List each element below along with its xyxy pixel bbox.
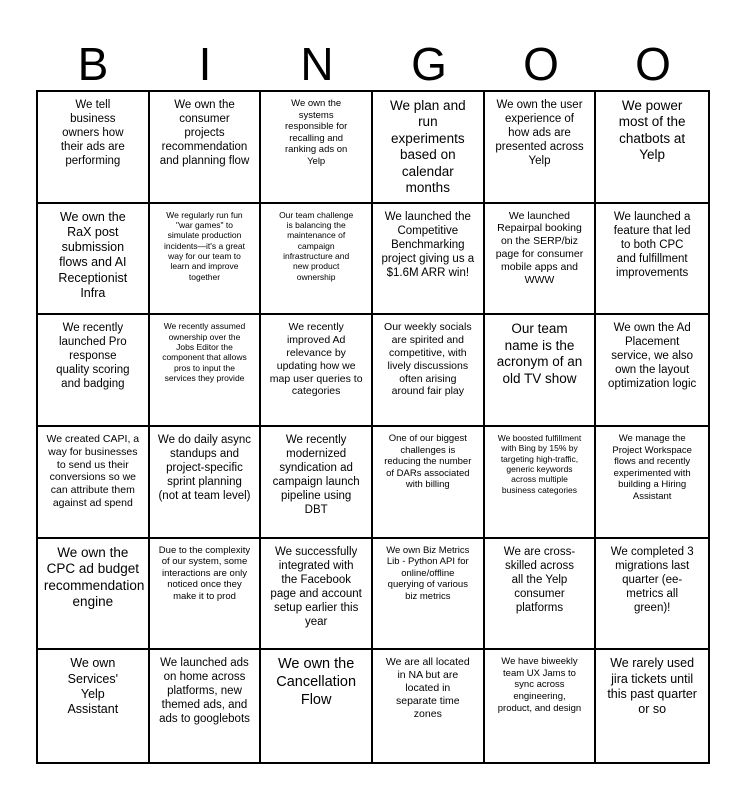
bingo-cell[interactable] xyxy=(596,539,708,651)
cell-text: We own the consumer projects recommendation and planning flow xyxy=(159,99,250,168)
bingo-cell[interactable] xyxy=(373,315,485,427)
bingo-header xyxy=(37,38,709,90)
cell-text: We power most of the chatbots at Yelp xyxy=(618,98,686,163)
header-letter: O xyxy=(523,38,559,90)
bingo-cell[interactable] xyxy=(485,315,597,427)
cell-text: We recently assumed ownership over the Jobs Editor the component that allows pros to input the services they provide xyxy=(162,321,247,384)
bingo-cell[interactable] xyxy=(38,92,150,204)
cell-text: We have biweekly team UX Jams to sync across engineering, product, and design xyxy=(497,656,582,714)
bingo-cell[interactable] xyxy=(261,539,373,651)
bingo-cell[interactable] xyxy=(150,650,262,762)
bingo-cell[interactable] xyxy=(150,92,262,204)
bingo-cell[interactable] xyxy=(373,92,485,204)
cell-text: We own Biz Metrics Lib - Python API for online/offline querying of various biz metrics xyxy=(386,544,470,602)
bingo-cell[interactable] xyxy=(38,650,150,762)
cell-text: We rarely used jira tickets until this past quarter or so xyxy=(607,656,697,717)
bingo-cell[interactable] xyxy=(485,204,597,316)
bingo-cell[interactable] xyxy=(38,427,150,539)
cell-text: We manage the Project Workspace flows and recently experimented with building a Hiring Assistant xyxy=(612,432,692,502)
bingo-cell[interactable] xyxy=(485,650,597,762)
cell-text: We launched a feature that led to both CPC and fulfillment improvements xyxy=(613,210,691,279)
bingo-cell[interactable] xyxy=(373,427,485,539)
cell-text: We own the Ad Placement service, we also own the layout optimization logic xyxy=(608,322,697,391)
bingo-board xyxy=(36,90,710,764)
bingo-cell[interactable] xyxy=(261,92,373,204)
bingo-cell[interactable] xyxy=(596,315,708,427)
bingo-cell[interactable] xyxy=(150,539,262,651)
cell-text: Our team name is the acronym of an old TV show xyxy=(496,321,583,386)
cell-text: We regularly run fun "war games" to simulate production incidents—it's a great way for our team to learn and improve together xyxy=(163,209,245,282)
bingo-cell[interactable] xyxy=(373,204,485,316)
bingo-cell[interactable] xyxy=(261,315,373,427)
header-letter: O xyxy=(635,38,671,90)
bingo-cell[interactable] xyxy=(373,650,485,762)
header-letter: I xyxy=(198,38,212,90)
cell-text: We tell business owners how their ads are performing xyxy=(60,99,125,168)
bingo-cell[interactable] xyxy=(485,539,597,651)
bingo-cell[interactable] xyxy=(38,539,150,651)
cell-text: We own the RaX post submission flows and AI Receptionist Infra xyxy=(58,209,128,300)
cell-text: We launched Repairpal booking on the SERP/biz page for consumer mobile apps and WWW xyxy=(495,209,584,286)
cell-text: We recently modernized syndication ad campaign launch pipeline using DBT xyxy=(272,433,360,517)
cell-text: We own the systems responsible for recalling and ranking ads on Yelp xyxy=(284,98,348,167)
cell-text: We own the CPC ad budget recommendation engine xyxy=(43,544,145,610)
bingo-cell[interactable] xyxy=(261,427,373,539)
bingo-cell[interactable] xyxy=(150,315,262,427)
bingo-cell[interactable] xyxy=(596,204,708,316)
header-letter: B xyxy=(77,38,109,90)
cell-text: We launched ads on home across platforms, new themed ads, and ads to googlebots xyxy=(159,657,250,726)
cell-text: Our team challenge is balancing the maintenance of campaign infrastructure and new product ownership xyxy=(279,209,354,282)
bingo-cell[interactable] xyxy=(38,204,150,316)
cell-text: We launched the Competitive Benchmarking project giving us a $1.6M ARR win! xyxy=(381,210,475,279)
cell-text: We successfully integrated with the Facebook page and account setup earlier this year xyxy=(270,545,362,628)
cell-text: We recently improved Ad relevance by updating how we map user queries to categories xyxy=(269,321,363,398)
cell-text: We are all located in NA but are located in separate time zones xyxy=(385,656,470,720)
cell-text: We recently launched Pro response quality scoring and badging xyxy=(56,322,130,391)
bingo-cell[interactable] xyxy=(38,315,150,427)
bingo-cell[interactable] xyxy=(261,650,373,762)
cell-text: One of our biggest challenges is reducing the number of DARs associated with billing xyxy=(384,432,472,491)
cell-text: We own the user experience of how ads are presented across Yelp xyxy=(495,99,584,168)
cell-text: We own Services' Yelp Assistant xyxy=(67,656,119,717)
bingo-cell[interactable] xyxy=(596,427,708,539)
cell-text: We boosted fulfillment with Bing by 15% by targeting high-traffic, generic keywords across multiple business categories xyxy=(497,432,582,495)
header-letter: G xyxy=(411,38,447,90)
bingo-cell[interactable] xyxy=(373,539,485,651)
cell-text: Our weekly socials are spirited and competitive, with lively discussions often arising around fair play xyxy=(384,321,472,398)
bingo-cell[interactable] xyxy=(596,650,708,762)
cell-text: We completed 3 migrations last quarter (ee-metrics all green)! xyxy=(610,545,694,614)
bingo-cell[interactable] xyxy=(261,204,373,316)
cell-text: We do daily async standups and project-specific sprint planning (not at team level) xyxy=(157,433,252,503)
bingo-cell[interactable] xyxy=(596,92,708,204)
cell-text: We created CAPI, a way for businesses to send us their conversions so we can attribute them against ad spend xyxy=(46,432,140,509)
header-letter: N xyxy=(300,38,334,90)
bingo-cell[interactable] xyxy=(485,92,597,204)
cell-text: We plan and run experiments based on calendar months xyxy=(390,98,466,196)
cell-text: Due to the complexity of our system, some interactions are only noticed once they make it to prod xyxy=(158,544,251,602)
cell-text: We are cross-skilled across all the Yelp consumer platforms xyxy=(503,545,576,614)
cell-text: We own the Cancellation Flow xyxy=(276,656,357,708)
bingo-cell[interactable] xyxy=(485,427,597,539)
bingo-cell[interactable] xyxy=(150,427,262,539)
bingo-cell[interactable] xyxy=(150,204,262,316)
